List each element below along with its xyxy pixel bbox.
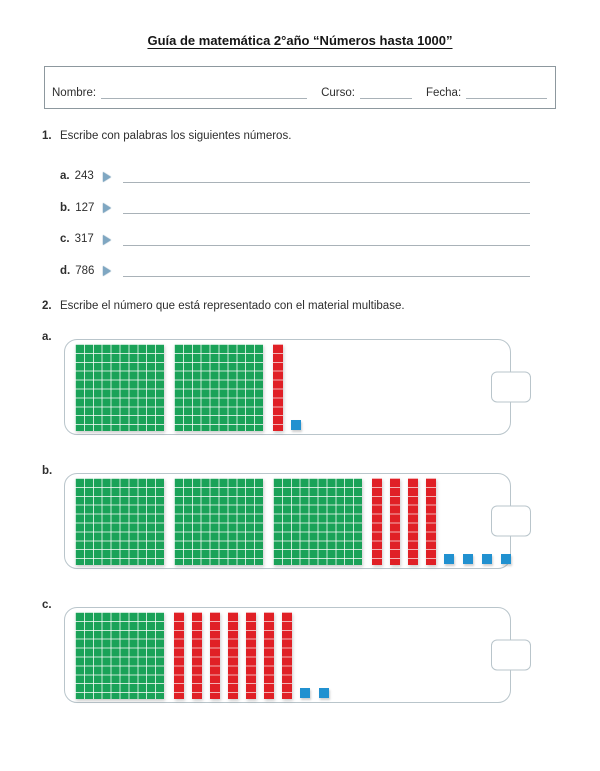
exercise1-header bbox=[42, 130, 600, 142]
exercise2-prompt: Escribe el número que está representado con el material multibase. bbox=[60, 300, 405, 312]
ten-rod bbox=[192, 612, 202, 699]
exercise1-number: 1. bbox=[42, 130, 52, 142]
block-group bbox=[65, 608, 510, 702]
curso-label: Curso: bbox=[321, 87, 355, 99]
hundred-block bbox=[174, 478, 263, 565]
row-letter: b. bbox=[42, 465, 53, 477]
page-title: Guía de matemática 2°año “Números hasta 1000” bbox=[147, 33, 453, 48]
unit-cube bbox=[501, 554, 511, 564]
unit-cube bbox=[300, 688, 310, 698]
multibase-row-c bbox=[42, 597, 600, 703]
item-letter: a. bbox=[60, 170, 70, 183]
exercise2-header bbox=[42, 300, 600, 312]
item-letter: d. bbox=[60, 264, 71, 277]
ten-rod bbox=[282, 612, 292, 699]
word-item-a bbox=[60, 151, 530, 183]
answer-write-line[interactable] bbox=[123, 212, 530, 214]
unit-cube bbox=[319, 688, 329, 698]
student-info-box bbox=[44, 66, 556, 109]
ten-rod bbox=[408, 478, 418, 565]
row-letter: c. bbox=[42, 599, 52, 611]
item-letter: b. bbox=[60, 201, 71, 214]
hundred-block bbox=[174, 344, 263, 431]
unit-cube bbox=[291, 420, 301, 430]
unit-cube bbox=[463, 554, 473, 564]
exercise2-number: 2. bbox=[42, 300, 52, 312]
ten-rod bbox=[426, 478, 436, 565]
answer-write-line[interactable] bbox=[123, 181, 530, 183]
hundred-block bbox=[273, 478, 362, 565]
curso-input-line[interactable] bbox=[360, 86, 412, 99]
fecha-input-line[interactable] bbox=[466, 86, 547, 99]
word-item-d bbox=[60, 246, 530, 278]
item-number: 786 bbox=[75, 264, 95, 277]
hundred-block bbox=[75, 344, 164, 431]
answer-box[interactable] bbox=[491, 640, 531, 671]
multibase-row-a bbox=[42, 329, 600, 435]
ten-rod bbox=[264, 612, 274, 699]
exercise1-items bbox=[60, 151, 530, 277]
exercise1-prompt: Escribe con palabras los siguientes números. bbox=[60, 130, 292, 142]
nombre-input-line[interactable] bbox=[101, 86, 307, 99]
word-item-c bbox=[60, 214, 530, 246]
row-letter: a. bbox=[42, 331, 52, 343]
item-letter: c. bbox=[60, 233, 70, 246]
multibase-container bbox=[64, 607, 511, 703]
unit-cube bbox=[482, 554, 492, 564]
fecha-label: Fecha: bbox=[425, 87, 462, 99]
hundred-block bbox=[75, 612, 164, 699]
right-triangle-icon bbox=[103, 266, 111, 276]
right-triangle-icon bbox=[103, 203, 111, 213]
right-triangle-icon bbox=[103, 235, 111, 245]
ten-rod bbox=[273, 344, 283, 431]
ten-rod bbox=[246, 612, 256, 699]
nombre-label: Nombre: bbox=[52, 87, 97, 99]
answer-box[interactable] bbox=[491, 506, 531, 537]
ten-rod bbox=[390, 478, 400, 565]
ten-rod bbox=[174, 612, 184, 699]
block-group bbox=[65, 340, 510, 434]
answer-write-line[interactable] bbox=[123, 275, 530, 277]
item-number: 127 bbox=[75, 201, 95, 214]
hundred-block bbox=[75, 478, 164, 565]
answer-write-line[interactable] bbox=[123, 244, 530, 246]
item-number: 317 bbox=[74, 233, 94, 246]
multibase-container bbox=[64, 473, 511, 569]
right-triangle-icon bbox=[103, 172, 111, 182]
ten-rod bbox=[210, 612, 220, 699]
unit-cube bbox=[444, 554, 454, 564]
multibase-row-b bbox=[42, 463, 600, 569]
word-item-b bbox=[60, 183, 530, 215]
multibase-container bbox=[64, 339, 511, 435]
answer-box[interactable] bbox=[491, 372, 531, 403]
block-group bbox=[65, 474, 510, 568]
item-number: 243 bbox=[74, 170, 94, 183]
ten-rod bbox=[228, 612, 238, 699]
ten-rod bbox=[372, 478, 382, 565]
